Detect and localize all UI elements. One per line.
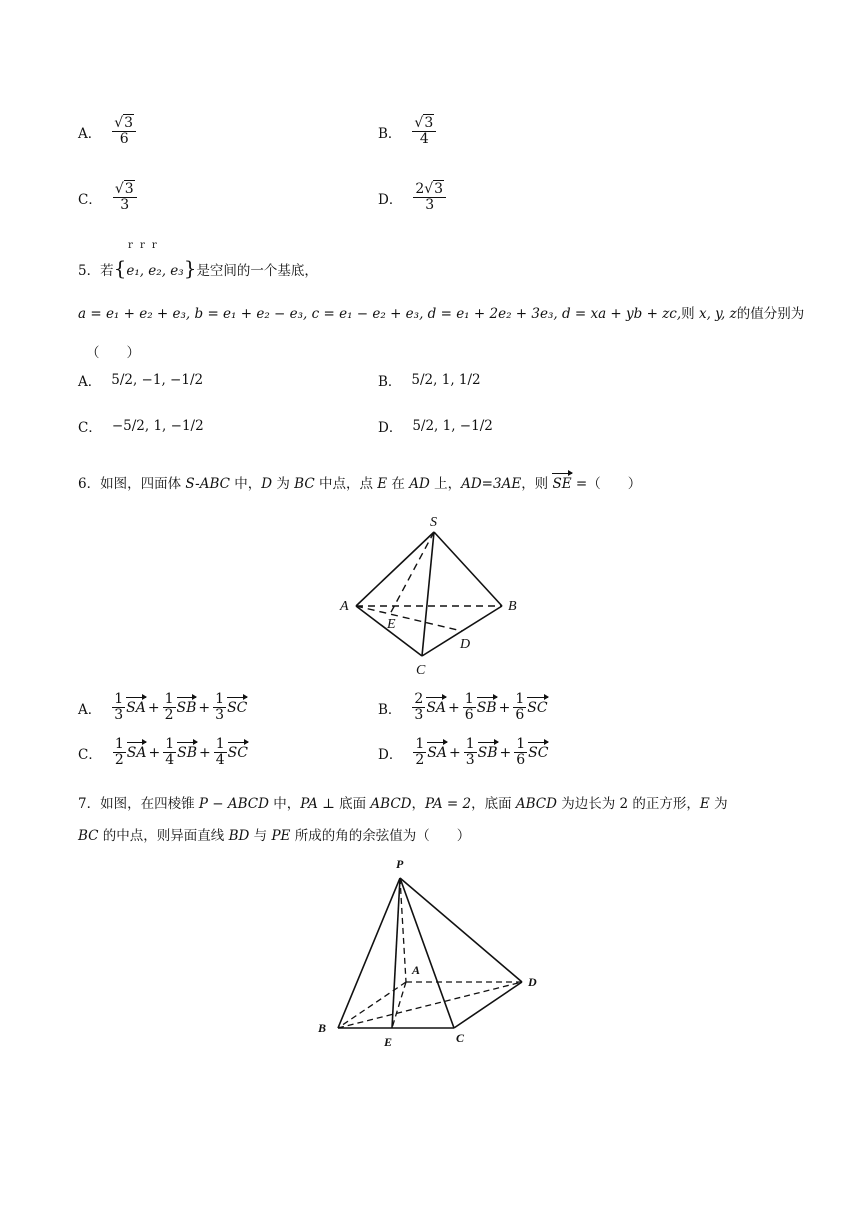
q7-stem-line1: 7．如图，在四棱锥 P − ABCD 中，PA ⊥ 底面 ABCD，PA = 2，底面 ABCD 为边长为 2 的正方形，E 为 [78, 796, 728, 812]
vertex-label-d: D [460, 637, 471, 652]
option-expression: $\frac{1}{2}$ SA + $\frac{1}{3}$ SB + $\frac{1}{6}$ SC [415, 736, 549, 769]
option-label: B． [378, 374, 402, 390]
coefficient-fraction: $\frac{1}{3}$ [465, 736, 475, 769]
vector-sa: SA [126, 744, 147, 761]
q5-paren: （ ） [86, 345, 140, 361]
option-expression: $\frac{1}{2}$ SA + $\frac{1}{4}$ SB + $\frac{1}{4}$ SC [114, 736, 248, 769]
vertex-label-a: A [340, 599, 349, 614]
vector-sb: SB [477, 744, 498, 761]
q6-option-b[interactable] [378, 692, 548, 724]
option-expression: $\frac{1}{3}$ SA + $\frac{1}{2}$ SB + $\frac{1}{3}$ SC [114, 691, 248, 724]
vector-sc: SC [527, 699, 548, 716]
option-label: D． [378, 746, 403, 763]
vector-se: SE [552, 476, 572, 492]
option-label: C． [78, 420, 102, 436]
fraction: $\frac{√3}{3}$ [113, 182, 137, 214]
fraction: $\frac{√3}{4}$ [412, 116, 436, 148]
q5-equation-line: a = e₁ + e₂ + e₃, b = e₁ + e₂ − e₃, c = e₁ − e₂ + e₃, d = e₁ + 2e₂ + 3e₃, d = xa + yb + zc,则 x, y, z的值分别为 [78, 306, 805, 322]
coefficient-fraction: $\frac{1}{2}$ [114, 736, 124, 769]
coefficient-fraction: $\frac{1}{2}$ [164, 691, 174, 724]
option-label: A． [78, 125, 102, 142]
vertex-label-c: C [416, 663, 426, 678]
q5-option-d[interactable] [378, 416, 493, 436]
vector-sa: SA [427, 744, 447, 761]
coefficient-fraction: $\frac{1}{2}$ [415, 736, 425, 769]
option-label: C． [78, 746, 102, 763]
q5-option-a[interactable] [78, 370, 203, 390]
vector-sc: SC [528, 744, 549, 761]
q4-option-c[interactable] [78, 182, 138, 214]
q6-option-d[interactable] [378, 737, 548, 769]
vertex-label-c: C [456, 1031, 465, 1045]
vertex-label-b: B [508, 599, 517, 614]
vertex-label-e: E [387, 617, 396, 632]
q4-option-d[interactable] [378, 182, 447, 214]
q7-stem-line2: BC 的中点，则异面直线 BD 与 PE 所成的角的余弦值为（ ） [78, 828, 471, 844]
vector-sa: SA [126, 699, 146, 716]
option-label: D． [378, 191, 403, 208]
fraction: $\frac{2√3}{3}$ [413, 182, 446, 214]
q5-option-b[interactable] [378, 370, 481, 390]
q5-basis-arrows: r r r [128, 240, 159, 251]
coefficient-fraction: $\frac{1}{3}$ [114, 691, 124, 724]
q6-option-c[interactable] [78, 737, 248, 769]
vector-sb: SB [176, 699, 197, 716]
coefficient-fraction: $\frac{1}{3}$ [215, 691, 225, 724]
coefficient-fraction: $\frac{2}{3}$ [414, 691, 424, 724]
vertex-label-s: S [430, 515, 437, 530]
vertex-label-d: D [528, 975, 537, 989]
option-label: C． [78, 191, 102, 208]
coefficient-fraction: $\frac{1}{6}$ [515, 691, 525, 724]
vector-sc: SC [227, 744, 248, 761]
option-value: 5/2, 1, −1/2 [412, 418, 493, 434]
option-label: B． [378, 125, 402, 142]
coefficient-fraction: $\frac{1}{6}$ [516, 736, 526, 769]
coefficient-fraction: $\frac{1}{4}$ [215, 736, 225, 769]
option-label: B． [378, 701, 402, 718]
option-value: 5/2, −1, −1/2 [111, 372, 204, 388]
vector-sb: SB [476, 699, 497, 716]
q4-option-b[interactable] [378, 116, 437, 148]
pyramid-figure [310, 852, 550, 1052]
vertex-label-p: P [396, 857, 404, 871]
q6-stem: 6．如图，四面体 S-ABC 中，D 为 BC 中点，点 E 在 AD 上，AD=3AE，则 SE =（ ） [78, 476, 642, 492]
vertex-label-b: B [318, 1021, 327, 1035]
tetrahedron-figure [330, 510, 530, 680]
option-label: A． [78, 701, 102, 718]
vector-sa: SA [426, 699, 447, 716]
fraction: $\frac{√3}{6}$ [112, 116, 136, 148]
option-label: A． [78, 374, 102, 390]
vector-sb: SB [177, 744, 198, 761]
coefficient-fraction: $\frac{1}{4}$ [165, 736, 175, 769]
option-label: D． [378, 420, 403, 436]
option-value: 5/2, 1, 1/2 [411, 372, 481, 388]
vertex-label-e: E [384, 1035, 393, 1049]
q5-lead-line: 5．若{e₁, e₂, e₃}是空间的一个基底， [78, 256, 318, 280]
vector-sc: SC [227, 699, 248, 716]
vertex-label-a: A [412, 963, 421, 977]
q5-equation: a = e₁ + e₂ + e₃, b = e₁ + e₂ − e₃, c = e₁ − e₂ + e₃, d = e₁ + 2e₂ + 3e₃, d = xa + yb + zc, [78, 306, 682, 322]
q6-option-a[interactable] [78, 692, 247, 724]
q4-option-a[interactable] [78, 116, 137, 148]
option-value: −5/2, 1, −1/2 [111, 418, 204, 434]
coefficient-fraction: $\frac{1}{6}$ [464, 691, 474, 724]
option-expression: $\frac{2}{3}$ SA + $\frac{1}{6}$ SB + $\frac{1}{6}$ SC [414, 691, 548, 724]
q5-option-c[interactable] [78, 416, 204, 436]
